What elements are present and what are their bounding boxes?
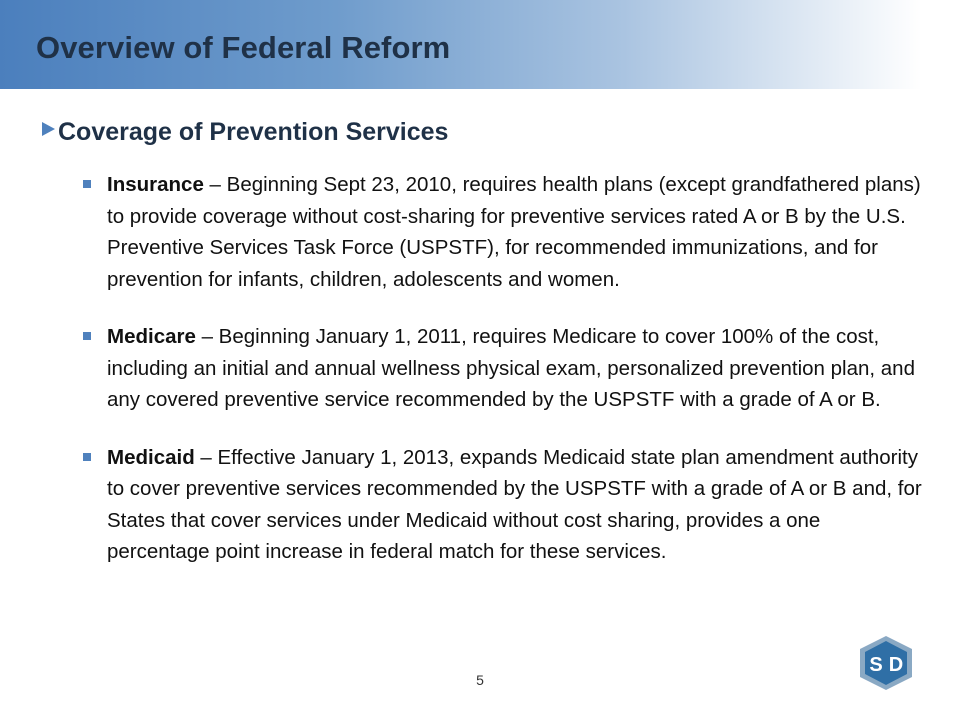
section-heading [42, 118, 922, 147]
item-label: Medicare [107, 325, 196, 348]
logo-letter-s: S [869, 654, 883, 676]
page-number: 5 [476, 672, 484, 688]
item-text: – Effective January 1, 2013, expands Medicaid state plan amendment authority to cover preventive services recommended by the USPSTF with a grade of A or B and, for States that cover services under Medicaid without cost sharing, provides a one percentage point increase in federal match for these services. [107, 445, 922, 563]
title-bar [0, 0, 960, 89]
square-bullet-icon [83, 180, 91, 188]
logo-letter-d: D [888, 654, 904, 676]
slide-title: Overview of Federal Reform [36, 30, 451, 65]
bullet-list [82, 169, 922, 568]
square-bullet-icon [83, 332, 91, 340]
item-text: – Beginning January 1, 2011, requires Medicare to cover 100% of the cost, including an initial and annual wellness physical exam, personalized prevention plan, and any covered preventive service recommended by the USPSTF with a grade of A or B. [107, 325, 915, 411]
bullet-item-insurance [82, 169, 922, 295]
item-label: Medicaid [107, 445, 195, 469]
section-heading-text: Coverage of Prevention Services [58, 118, 449, 146]
bullet-item-medicare [82, 321, 922, 416]
item-text: – Beginning Sept 23, 2010, requires health plans (except grandfathered plans) to provide coverage without cost-sharing for preventive services rated A or B by the U.S. Preventive Services Task Force (USPSTF), for recommended immunizations, and for prevention for infants, children, adolescents and women. [107, 173, 921, 291]
content-section [42, 118, 922, 594]
bullet-item-medicaid [82, 442, 922, 568]
triangle-bullet-icon [42, 122, 55, 136]
sd-logo-icon [856, 634, 916, 692]
square-bullet-icon [83, 453, 91, 461]
item-label: Insurance [107, 173, 204, 196]
